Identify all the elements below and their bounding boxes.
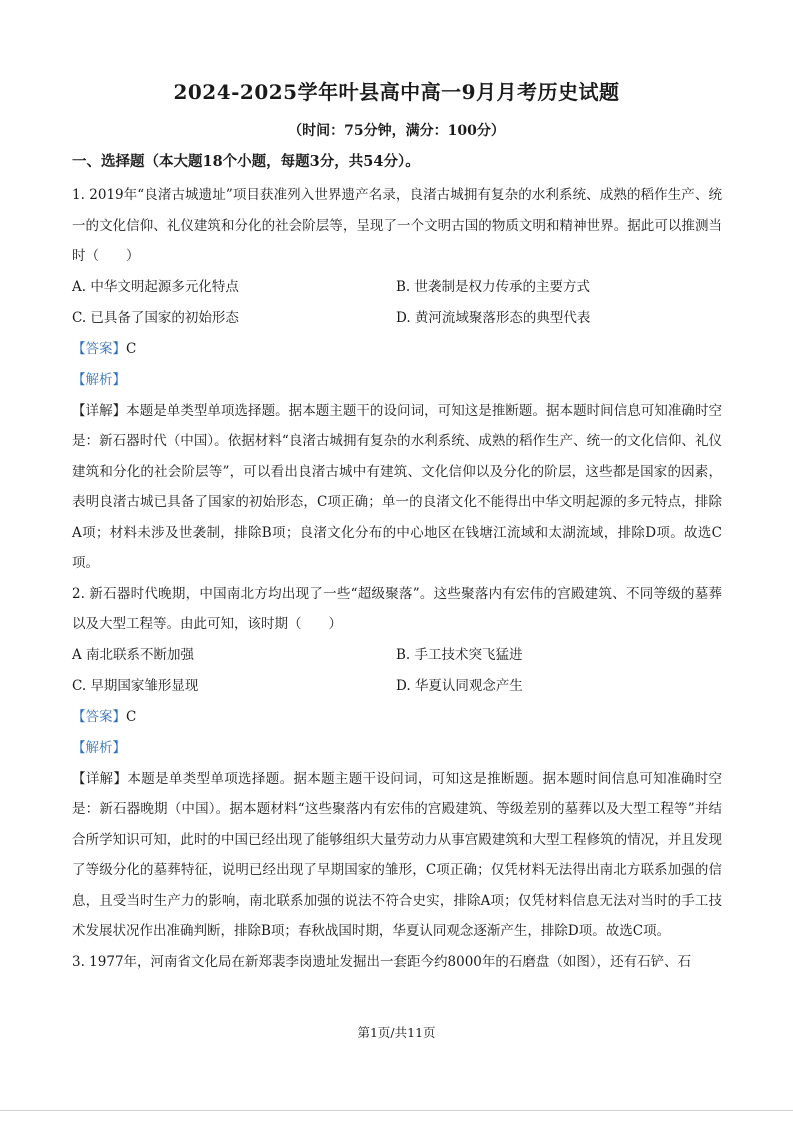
question-1-answer — [72, 334, 722, 365]
question-1-options-row-2 — [72, 303, 722, 334]
question-2-analysis — [72, 733, 722, 764]
question-1-analysis — [72, 365, 722, 396]
answer-value: C — [126, 708, 137, 725]
detail-label: 【详解】 — [72, 770, 128, 787]
detail-label: 【详解】 — [72, 402, 127, 419]
question-2-options-row-1 — [72, 640, 722, 671]
page-title: 2024-2025学年叶县高中高一9月月考历史试题 — [173, 80, 620, 104]
answer-value: C — [126, 340, 137, 357]
question-1-detail — [72, 396, 722, 579]
exam-info: （时间：75分钟，满分：100分） — [288, 123, 505, 139]
analysis-label: 【解析】 — [72, 739, 126, 756]
question-1-options-row-1 — [72, 272, 722, 303]
detail-text: 本题是单类型单项选择题。据本题主题干的设问词，可知这是推断题。据本题时间信息可知准确时空是：新石器时代（中国）。依据材料“良渚古城拥有复杂的水利系统、成熟的稻作生产、统一的文化信仰、礼仪建筑和分化的社会阶层等”，可以看出良渚古城中有建筑、文化信仰以及分化的阶层，这些都是国家的因素，表明良渚古城已具备了国家的初始形态，C项正确；单一的良渚文化不能得出中华文明起源的多元特点，排除A项；材料未涉及世袭制，排除B项；良渚文化分布的中心地区在钱塘江流域和太湖流域，排除D项。故选C项。 — [72, 402, 723, 571]
question-2-option-c: C. 早期国家雏形显现 — [72, 677, 199, 694]
question-2-detail — [72, 764, 722, 947]
question-2-stem: 2. 新石器时代晚期，中国南北方均出现了一些“超级聚落”。这些聚落内有宏伟的宫殿建筑、不同等级的墓葬以及大型工程等。由此可知，该时期（ ） — [72, 585, 722, 632]
bottom-divider — [0, 1110, 793, 1111]
question-2-answer — [72, 702, 722, 733]
answer-label: 【答案】 — [72, 340, 126, 357]
question-1-stem: 1. 2019年“良渚古城遗址”项目获准列入世界遗产名录，良渚古城拥有复杂的水利系统、成熟的稻作生产、统一的文化信仰、礼仪建筑和分化的社会阶层等，呈现了一个文明古国的物质文明和精神世界。据此可以推测当时（ ） — [72, 187, 722, 264]
question-2-option-a: A 南北联系不断加强 — [72, 646, 195, 663]
question-1-option-a: A. 中华文明起源多元化特点 — [72, 278, 239, 295]
analysis-label: 【解析】 — [72, 371, 126, 388]
question-1-option-c: C. 已具备了国家的初始形态 — [72, 309, 239, 326]
page-number: 第1页/共11页 — [357, 1025, 436, 1040]
detail-text: 本题是单类型单项选择题。据本题主题干设问词，可知这是推断题。据本题时间信息可知准确时空是：新石器晚期（中国）。据本题材料“这些聚落内有宏伟的宫殿建筑、等级差别的墓葬以及大型工程等”并结合所学知识可知，此时的中国已经出现了能够组织大量劳动力从事宫殿建筑和大型工程修筑的情况，并且发现了等级分化的墓葬特征，说明已经出现了早期国家的雏形，C项正确；仅凭材料无法得出南北方联系加强的信息，且受当时生产力的影响，南北联系加强的说法不符合史实，排除A项；仅凭材料信息无法对当时的手工技术发展状况作出准确判断，排除B项；春秋战国时期，华夏认同观念逐渐产生，排除D项。故选C项。 — [72, 770, 723, 939]
question-2-options-row-2 — [72, 671, 722, 702]
answer-label: 【答案】 — [72, 708, 126, 725]
section-heading: 一、选择题（本大题18个小题，每题3分，共54分）。 — [72, 153, 420, 170]
question-2-option-d: D. 华夏认同观念产生 — [396, 677, 523, 694]
question-2-option-b: B. 手工技术突飞猛进 — [396, 646, 523, 663]
question-3-stem: 3. 1977年，河南省文化局在新郑裴李岗遗址发掘出一套距今约8000年的石磨盘（如图），还有石铲、石 — [72, 953, 692, 970]
question-1-option-b: B. 世袭制是权力传承的主要方式 — [396, 278, 591, 295]
questions-body — [72, 180, 722, 977]
question-1-option-d: D. 黄河流域聚落形态的典型代表 — [396, 309, 591, 326]
